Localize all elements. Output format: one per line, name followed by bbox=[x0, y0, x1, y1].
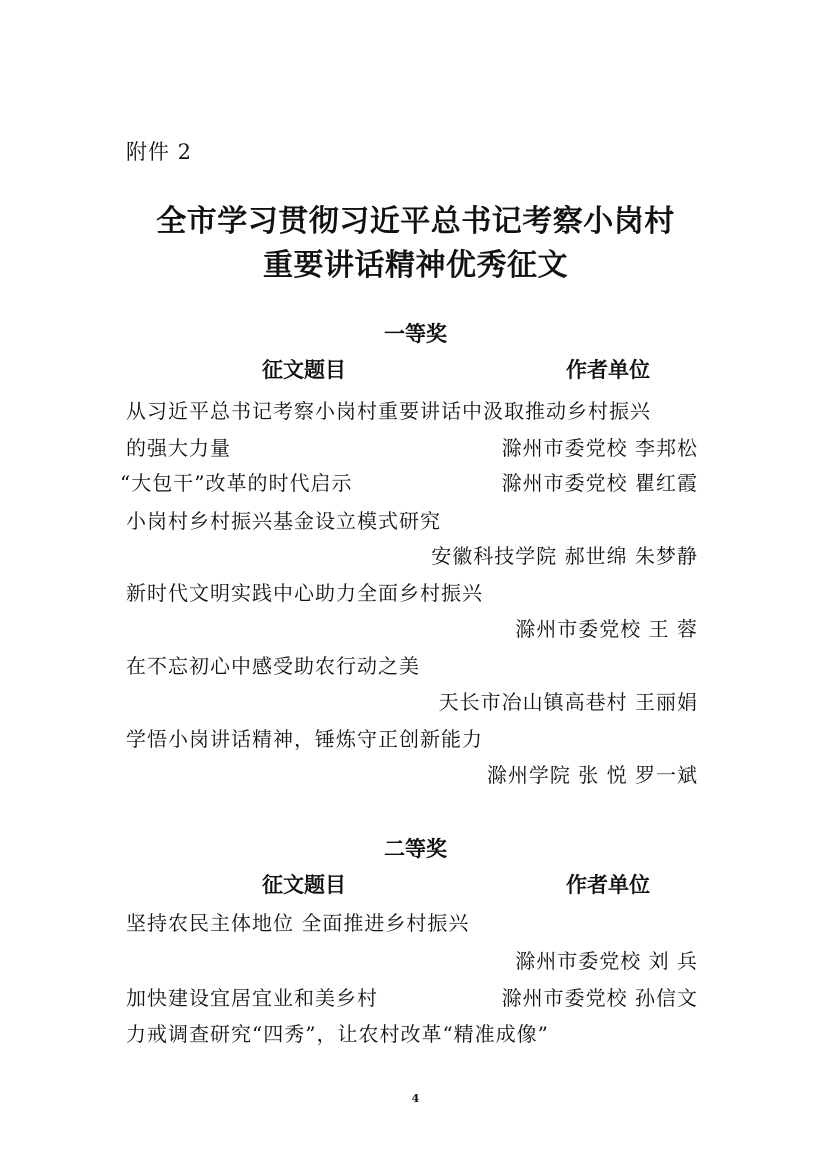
document-title-line2: 重要讲话精神优秀征文 bbox=[263, 248, 568, 283]
first-prize-topic-header: 征文题目 bbox=[262, 358, 346, 382]
document-title-line1: 全市学习贯彻习近平总书记考察小岗村 bbox=[156, 204, 675, 239]
first-prize-entry-3-author: 安徽科技学院 郝世绵 朱梦静 bbox=[431, 544, 698, 568]
first-prize-entry-4-title: 新时代文明实践中心助力全面乡村振兴 bbox=[126, 581, 483, 605]
first-prize-entry-3-title: 小岗村乡村振兴基金设立模式研究 bbox=[126, 509, 441, 533]
second-prize-author-header: 作者单位 bbox=[566, 873, 650, 897]
first-prize-entry-2-title: “大包干”改革的时代启示 bbox=[120, 471, 353, 495]
attachment-label: 附件 2 bbox=[126, 140, 193, 164]
second-prize-topic-header: 征文题目 bbox=[262, 873, 346, 897]
second-prize-entry-1-title: 坚持农民主体地位 全面推进乡村振兴 bbox=[126, 911, 470, 935]
first-prize-entry-1-author: 滁州市委党校 李邦松 bbox=[501, 436, 698, 460]
first-prize-entry-6-author: 滁州学院 张 悦 罗一斌 bbox=[486, 763, 698, 787]
first-prize-heading: 一等奖 bbox=[384, 322, 447, 346]
first-prize-entry-5-author: 天长市冶山镇高巷村 王丽娟 bbox=[438, 690, 698, 714]
first-prize-entry-4-author: 滁州市委党校 王 蓉 bbox=[515, 617, 698, 641]
second-prize-entry-2-author: 滁州市委党校 孙信文 bbox=[501, 986, 698, 1010]
first-prize-entry-5-title: 在不忘初心中感受助农行动之美 bbox=[126, 654, 420, 678]
first-prize-entry-1-title-line2: 的强大力量 bbox=[126, 436, 231, 460]
second-prize-entry-1-author: 滁州市委党校 刘 兵 bbox=[515, 949, 698, 973]
first-prize-entry-6-title: 学悟小岗讲话精神，锤炼守正创新能力 bbox=[126, 727, 483, 751]
first-prize-entry-2-author: 滁州市委党校 瞿红霞 bbox=[501, 471, 698, 495]
second-prize-entry-2-title: 加快建设宜居宜业和美乡村 bbox=[126, 986, 378, 1010]
second-prize-entry-3-title: 力戒调查研究“四秀”，让农村改革“精准成像” bbox=[126, 1022, 549, 1046]
second-prize-heading: 二等奖 bbox=[384, 837, 447, 861]
first-prize-author-header: 作者单位 bbox=[566, 358, 650, 382]
page-number: 4 bbox=[411, 1092, 420, 1105]
first-prize-entry-1-title-line1: 从习近平总书记考察小岗村重要讲话中汲取推动乡村振兴 bbox=[126, 399, 651, 423]
